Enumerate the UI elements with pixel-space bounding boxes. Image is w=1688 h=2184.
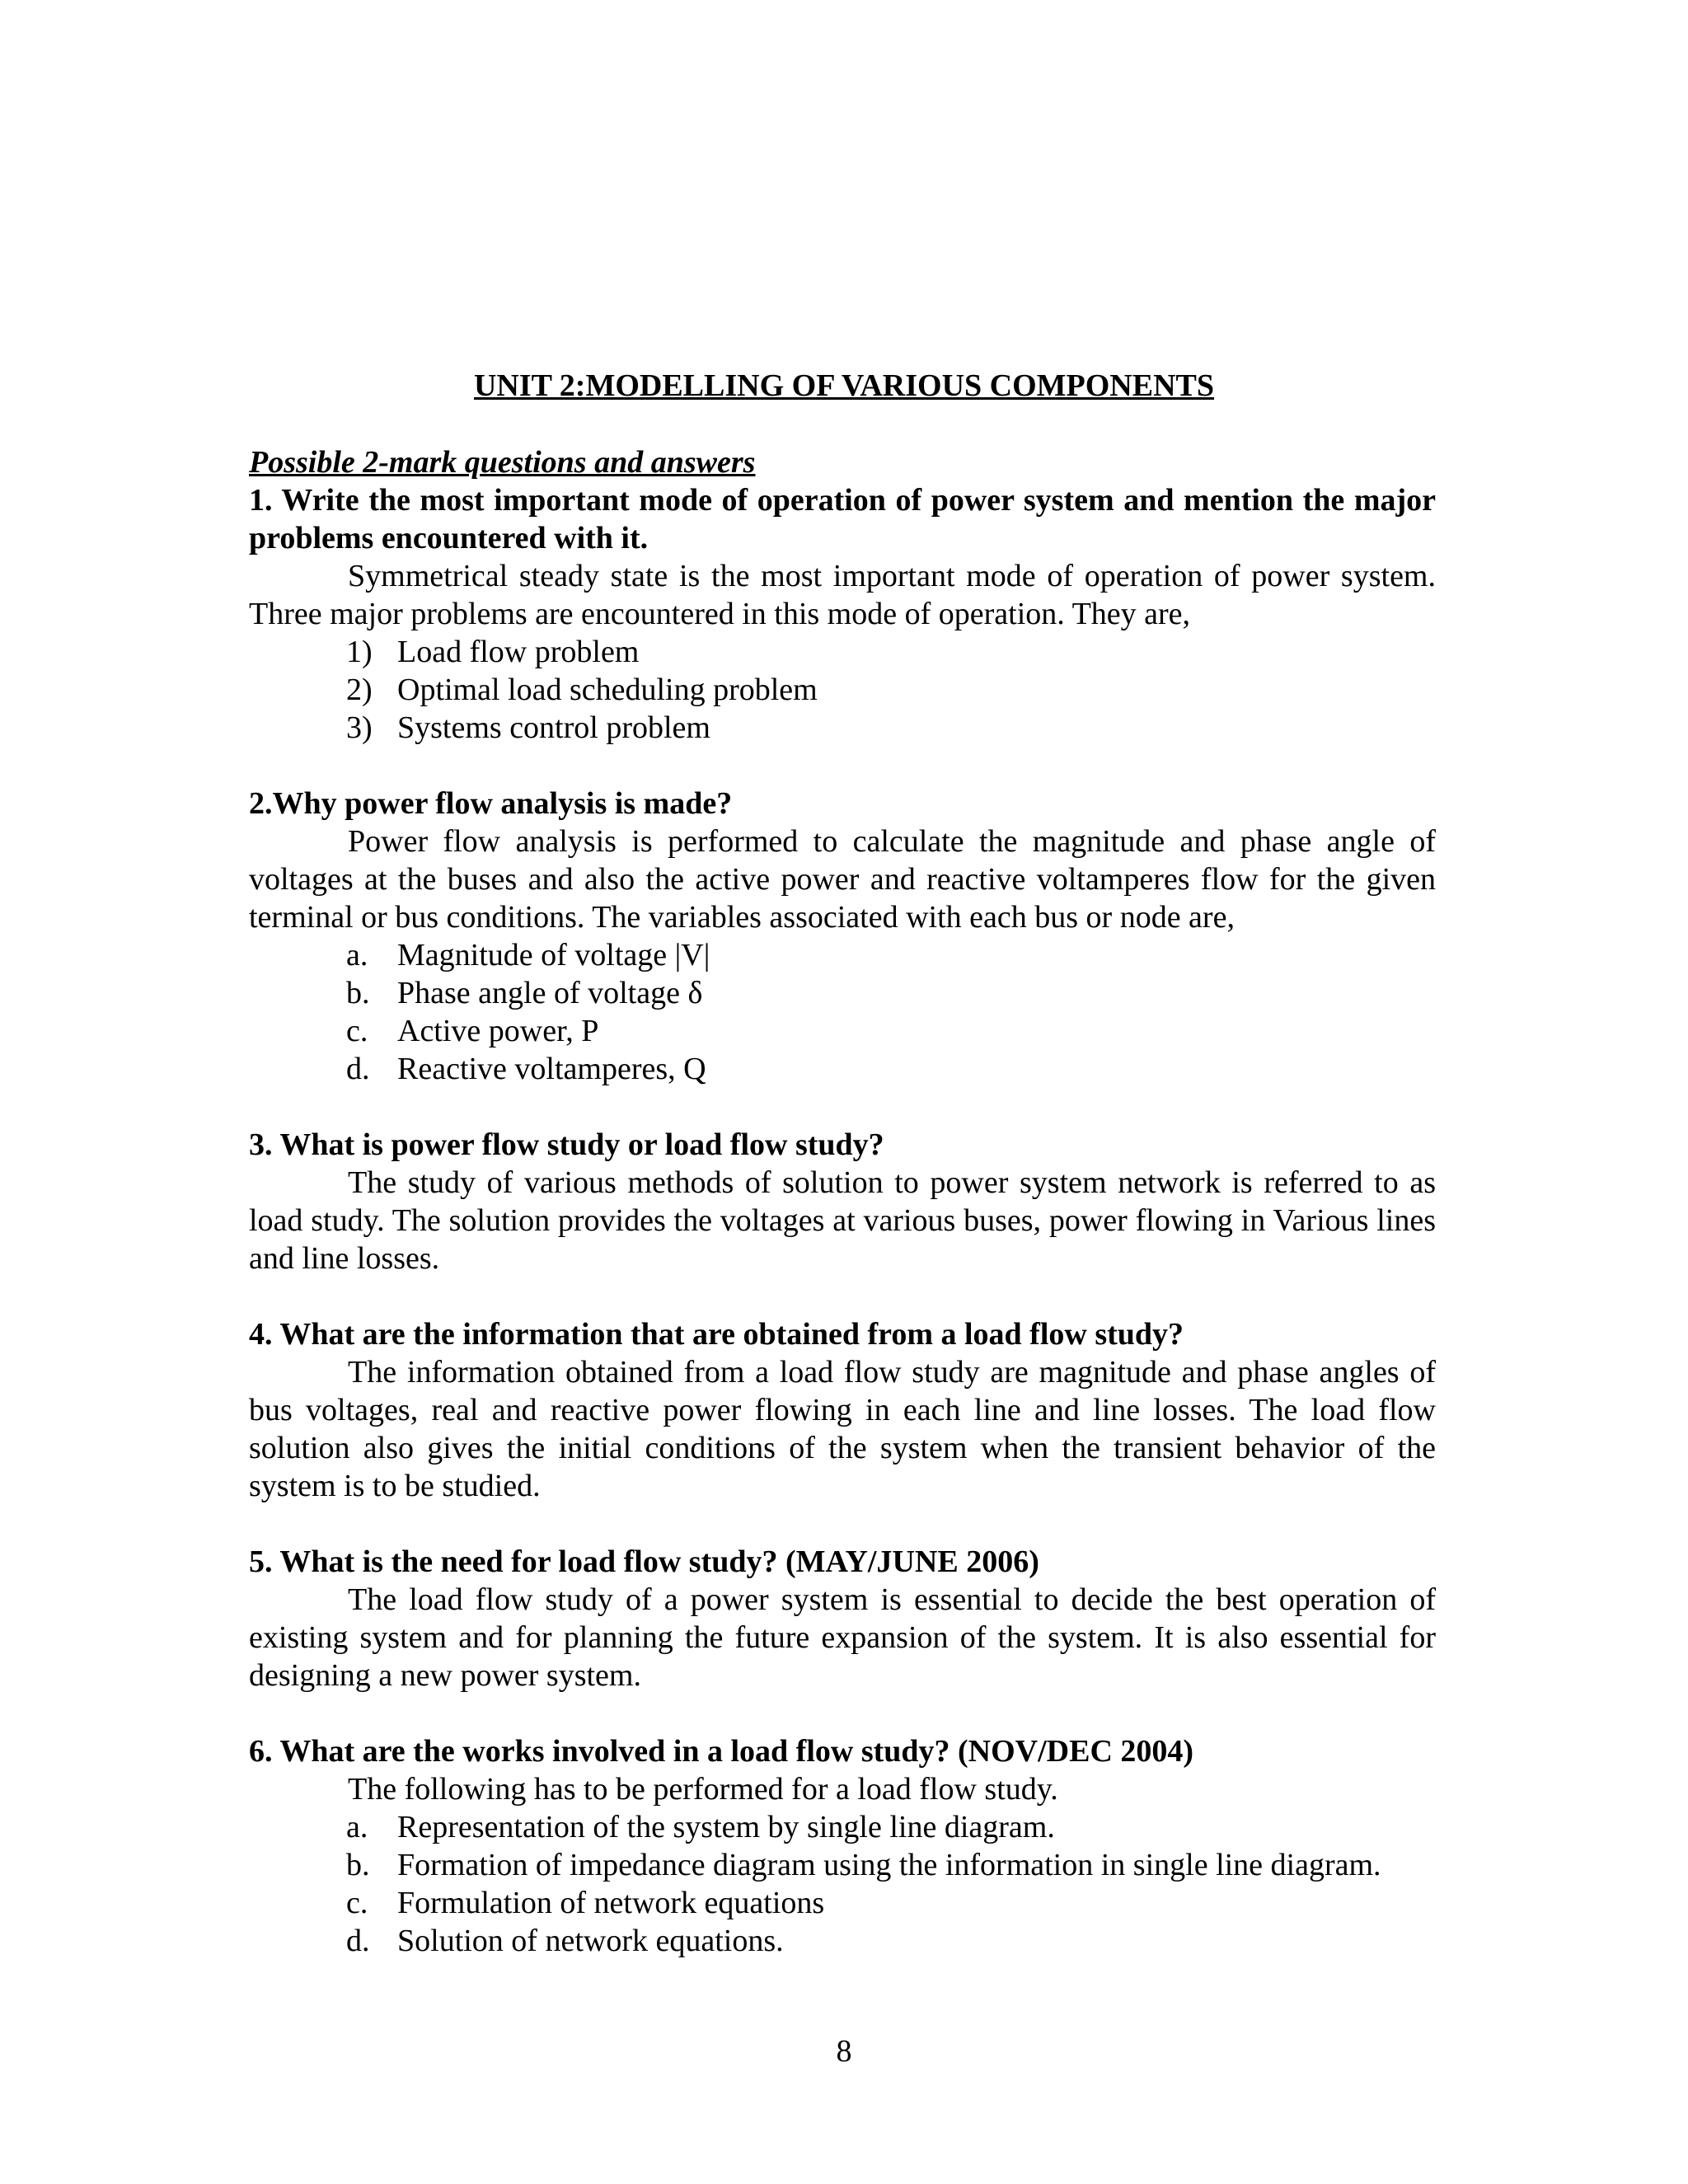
answer-4: The information obtained from a load flow study are magnitude and phase angles of bus voltages, real and reactive power flowing in each line and line losses. The load flow solution also gives the initial conditions of the system when the transient behavior of the system is to be studied. — [249, 1355, 1436, 1503]
list-marker: a. — [346, 938, 368, 972]
list-item-text: Systems control problem — [397, 710, 710, 745]
answer-2: Power flow analysis is performed to calculate the magnitude and phase angle of voltages at the buses and also the active power and reactive voltamperes flow for the given terminal or bus conditions. The variables associated with each bus or node are, — [249, 824, 1436, 935]
spacer — [249, 1088, 1436, 1126]
list-marker: b. — [346, 1848, 370, 1882]
answer-1: Symmetrical steady state is the most important mode of operation of power system. Three major problems are encountered in this mode of operation. They are, — [249, 559, 1436, 631]
question-2: 2.Why power flow analysis is made? — [249, 786, 733, 821]
list-item — [249, 709, 1436, 747]
list-item-text: Solution of network equations. — [397, 1924, 784, 1958]
answer-2-list — [249, 936, 1436, 1088]
list-item-text: Active power, P — [397, 1014, 599, 1048]
spacer — [249, 1694, 1436, 1732]
list-item-text: Magnitude of voltage |V| — [397, 938, 710, 972]
list-item-text: Phase angle of voltage δ — [397, 976, 703, 1010]
list-marker: 3) — [346, 710, 373, 745]
list-item — [249, 1012, 1436, 1050]
spacer — [249, 747, 1436, 785]
list-marker: b. — [346, 976, 370, 1010]
list-item — [249, 1050, 1436, 1088]
list-marker: d. — [346, 1924, 370, 1958]
list-item — [249, 671, 1436, 709]
document-body — [249, 443, 1436, 1960]
list-item-text: Load flow problem — [397, 635, 640, 669]
list-item-text: Optimal load scheduling problem — [397, 673, 818, 707]
question-6: 6. What are the works involved in a load flow study? (NOV/DEC 2004) — [249, 1734, 1194, 1769]
list-marker: 1) — [346, 635, 373, 669]
list-marker: c. — [346, 1886, 368, 1920]
list-item — [249, 633, 1436, 671]
answer-6: The following has to be performed for a load flow study. — [348, 1772, 1058, 1807]
list-marker: a. — [346, 1810, 368, 1844]
list-marker: d. — [346, 1052, 370, 1086]
list-item-text: Formulation of network equations — [397, 1886, 825, 1920]
list-item — [249, 974, 1436, 1012]
section-subtitle: Possible 2-mark questions and answers — [249, 445, 756, 480]
question-3: 3. What is power flow study or load flow study? — [249, 1127, 884, 1162]
answer-1-list — [249, 633, 1436, 747]
list-marker: c. — [346, 1014, 368, 1048]
list-marker: 2) — [346, 673, 373, 707]
list-item — [249, 1846, 1436, 1884]
page-title: UNIT 2:MODELLING OF VARIOUS COMPONENTS — [473, 368, 1215, 403]
answer-5: The load flow study of a power system is essential to decide the best operation of existing system and for planning the future expansion of the system. It is also essential for designing a new power system. — [249, 1582, 1436, 1693]
list-item-text: Reactive voltamperes, Q — [397, 1052, 706, 1086]
list-item — [249, 1884, 1436, 1922]
list-item — [249, 1808, 1436, 1846]
spacer — [249, 1277, 1436, 1315]
page-number: 8 — [836, 2034, 852, 2069]
question-4: 4. What are the information that are obtained from a load flow study? — [249, 1317, 1184, 1352]
list-item-text: Formation of impedance diagram using the information in single line diagram. — [397, 1848, 1381, 1882]
answer-3: The study of various methods of solution to power system network is referred to as load study. The solution provides the voltages at various buses, power flowing in Various lines and line losses. — [249, 1165, 1436, 1276]
answer-6-list — [249, 1808, 1436, 1960]
list-item — [249, 1922, 1436, 1960]
question-5: 5. What is the need for load flow study? (MAY/JUNE 2006) — [249, 1544, 1039, 1579]
question-1: 1. Write the most important mode of operation of power system and mention the major problems encountered with it. — [249, 483, 1436, 555]
list-item-text: Representation of the system by single line diagram. — [397, 1810, 1055, 1844]
spacer — [249, 1505, 1436, 1543]
list-item — [249, 936, 1436, 974]
